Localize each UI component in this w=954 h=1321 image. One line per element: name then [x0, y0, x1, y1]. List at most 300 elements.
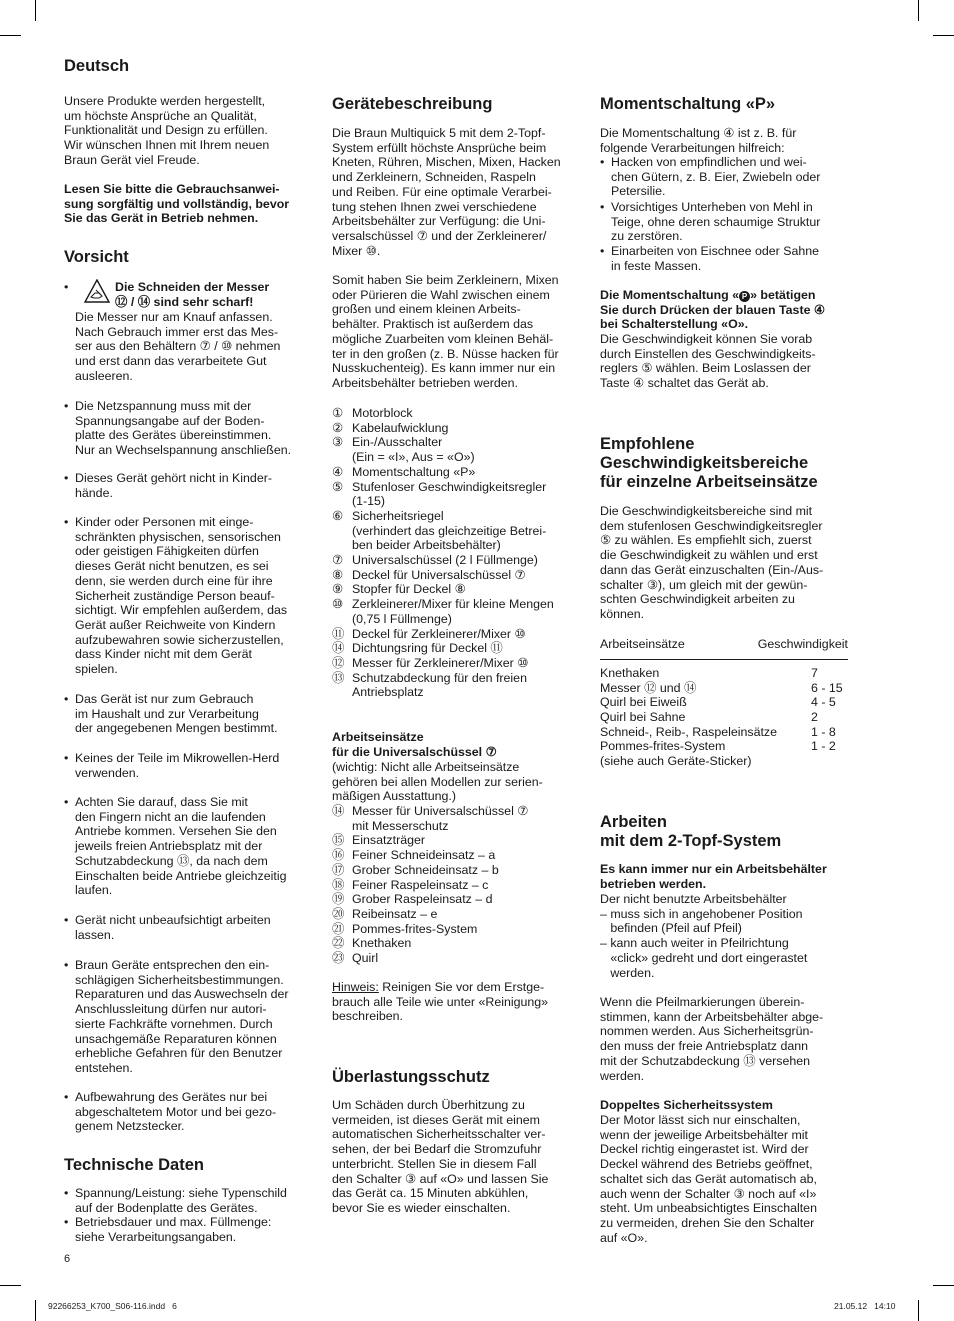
hint-line-3: beschreiben. [332, 1009, 403, 1024]
text-line: Dieses Gerät gehört nicht in Kinder- [75, 471, 272, 485]
item-label [352, 553, 538, 568]
text-line: (1-15) [352, 494, 386, 509]
text-line: werden. [600, 965, 655, 980]
item-number: ⑪ [332, 626, 345, 641]
pulse-intro [600, 126, 796, 155]
text-line: verwenden. [75, 765, 140, 780]
text-line: mäßigen Ausstattung.) [332, 789, 456, 804]
item-label [352, 936, 411, 951]
table-cell-accessory: (siehe auch Geräte-Sticker) [600, 754, 752, 769]
speed-table-body [600, 666, 848, 769]
item-number: ⑲ [332, 892, 345, 907]
item-label [352, 627, 526, 642]
text-line: – kann auch weiter in Pfeilrichtung [600, 936, 789, 951]
text-line: Knethaken [352, 936, 412, 951]
knife-warning-bold-1: Die Schneiden der Messer [115, 280, 270, 294]
crop-mark-top-right-v [918, 0, 919, 21]
crop-mark-top-right-h [933, 35, 954, 36]
text-line: Die Messer nur am Knauf anfassen. [75, 310, 273, 324]
caution-bullet-repairs: • Braun Geräte entsprechen den ein- schlägigen Sicherheitsbestimmungen. Reparaturen und das Auswechseln der Anschlussleitung dürfen nur autori- sierte Fachkräfte vornehmen. Durch unsachgemäße Reparaturen können erhebliche Gefahren für den Benutzer entstehen. [64, 958, 289, 1075]
text-line: mögliche Zuarbeiten vom kleinen Behäl- [332, 331, 554, 346]
item-label [352, 922, 477, 937]
text-line: Die Braun Multiquick 5 mit dem 2-Topf- [332, 126, 546, 140]
text-line: Deckel richtig eingerastet ist. Wird der [600, 1142, 809, 1157]
caution-bullet-voltage: • Die Netzspannung muss mit der Spannungsangabe auf der Boden- platte des Gerätes übereinstimmen. Nur an Wechselspannung anschließen. [64, 399, 292, 458]
twopot-bold [600, 862, 827, 891]
text-line: automatischen Sicherheitsschalter ver- [332, 1127, 546, 1142]
table-cell-speed: 2 [811, 710, 818, 725]
text-line: mit Messerschutz [352, 818, 449, 833]
text-line: System erfüllt höchste Ansprüche beim [332, 140, 547, 155]
item-label [352, 435, 475, 464]
text-line: Vorsichtiges Unterheben von Mehl in [611, 200, 813, 214]
text-line: Ein-/Ausschalter [352, 435, 443, 450]
text-line: Sicherheitsriegel [352, 508, 444, 523]
table-row [600, 725, 848, 740]
item-number: ④ [332, 464, 344, 479]
table-row [600, 739, 848, 754]
item-label [352, 568, 526, 583]
footer-file-info: 92266253_K700_S06-116.indd 6 [48, 1301, 177, 1311]
item-number: ⑫ [332, 655, 345, 670]
section-title-geraetebeschreibung: Gerätebeschreibung [332, 95, 493, 113]
pulse-bullet-chopping: • Hacken von empfindlichen und wei- chen Gütern, z. B. Eier, Zwiebeln oder Petersilie. [600, 155, 821, 199]
page-number: 6 [64, 1253, 71, 1265]
text-line: Momentschaltung «P» [352, 464, 476, 479]
text-line: Reparaturen und das Auswechseln der [75, 987, 289, 1002]
pulse-bold-instruction [600, 288, 825, 332]
speed-table-rule [600, 659, 848, 660]
text-line: Kabelaufwicklung [352, 420, 449, 435]
text-line: Dichtungsring für Deckel ⑪ [352, 641, 503, 656]
table-cell-speed: 7 [811, 666, 818, 680]
knife-warning-text [75, 310, 280, 384]
bullet-dot: • [64, 280, 69, 294]
text-line: oder Pürieren die Wahl zwischen einem [332, 287, 550, 302]
text-line: oder geistigen Fähigkeiten dürfen [75, 544, 259, 559]
table-cell-speed: 1 - 2 [811, 739, 836, 754]
text-line: das Gerät ca. 15 Minuten abkühlen, [332, 1186, 529, 1201]
item-label [352, 465, 475, 480]
text-line: Mixer ⑩. [332, 243, 381, 258]
text-line: chen Gütern, z. B. Eier, Zwiebeln oder [611, 169, 821, 184]
text-line: dieses Gerät nicht benutzen, es sei [75, 559, 269, 574]
text-line: Braun Gerät viel Freude. [64, 152, 200, 167]
hint-label: Hinweis: [332, 980, 379, 994]
table-cell-speed: 1 - 8 [811, 724, 836, 739]
text-line: Motorblock [352, 406, 413, 420]
item-label [352, 804, 528, 833]
text-line: (Ein = «I», Aus = «O») [352, 450, 475, 465]
caution-bullet-storage: • Aufbewahrung des Gerätes nur bei abgeschaltetem Motor und bei gezo- genem Netzstecker. [64, 1090, 277, 1134]
speed-paragraph [600, 504, 823, 622]
text-line: Schutzabdeckung für den freien [352, 670, 527, 685]
text-line: Es kann immer nur ein Arbeitsbehälter [600, 862, 827, 876]
text-line: Deckel während des Betriebs geöffnet, [600, 1157, 813, 1172]
text-line: Einschalten beide Antriebe gleichzeitig [75, 868, 287, 883]
text-line: befinden (Pfeil auf Pfeil) [600, 921, 742, 936]
text-line: schränkten physischen, sensorischen [75, 529, 281, 544]
item-number: ⑧ [332, 567, 344, 582]
text-line: «click» gedreht und dort eingerastet [600, 950, 808, 965]
section-title-deutsch: Deutsch [64, 57, 130, 75]
text-line: vermeiden, ist dieses Gerät mit einem [332, 1112, 540, 1127]
text-line: auf der Bodenplatte des Gerätes. [75, 1200, 258, 1215]
pulse-bold-line-3: bei Schalterstellung «O». [600, 317, 749, 332]
text-line: genem Netzstecker. [75, 1119, 185, 1134]
text-line: Reibeinsatz – e [352, 906, 438, 921]
text-line: siehe Verarbeitungsangaben. [75, 1229, 237, 1244]
text-line: Um Schäden durch Überhitzung zu [332, 1098, 525, 1112]
speed-table-col-accessory: Arbeitseinsätze [600, 637, 685, 651]
text-line: spielen. [75, 662, 118, 677]
text-line: bevor Sie es wieder einschalten. [332, 1200, 511, 1215]
text-line: Kinder oder Personen mit einge- [75, 515, 254, 529]
intro-paragraph [64, 94, 269, 168]
section-title-momentschaltung: Momentschaltung «P» [600, 95, 776, 113]
text-line: folgende Verarbeitungen hilfreich: [600, 140, 785, 155]
text-line: Quirl [352, 951, 379, 965]
caution-bullet-microwave: • Keines der Teile im Mikrowellen-Herd verwenden. [64, 751, 280, 780]
text-line: gehören bei allen Modellen zur serien- [332, 774, 543, 789]
text-line: Achten Sie darauf, dass Sie mit [75, 795, 248, 809]
text-line: sehen, der bei Bedarf die Stromzufuhr [332, 1142, 542, 1157]
text-line: denn, sie werden durch eine für ihre [75, 573, 273, 588]
text-line: abgeschaltetem Motor und bei gezo- [75, 1104, 277, 1119]
text-line: Einsatzträger [352, 833, 426, 848]
caution-bullet-unattended: • Gerät nicht unbeaufsichtigt arbeiten lassen. [64, 913, 271, 942]
text-line: Keines der Teile im Mikrowellen-Herd [75, 751, 280, 765]
text-line: Gerät nicht unbeaufsichtigt arbeiten [75, 913, 271, 927]
text-line: Petersilie. [611, 184, 666, 199]
text-line: Nusskuchenteig). Es kann immer nur ein [332, 361, 556, 376]
text-line: Die Netzspannung muss mit der [75, 399, 252, 413]
text-line: Schutzabdeckung ⑬, da nach dem [75, 853, 268, 868]
text-line: Empfohlene [600, 435, 695, 453]
item-number: ⑥ [332, 508, 344, 523]
table-cell-speed: 4 - 5 [811, 695, 836, 710]
item-label [352, 641, 503, 656]
table-cell-speed: 6 - 15 [811, 680, 843, 695]
text-line: Geschwindigkeitsbereiche [600, 454, 809, 472]
item-label [352, 582, 466, 597]
item-number: ⑦ [332, 553, 344, 567]
text-line: Nach Gebrauch immer erst das Mes- [75, 324, 279, 339]
item-label [352, 951, 378, 966]
text-line: jeweils freien Antriebsplatz mit der [75, 839, 263, 854]
text-line: Spannungsangabe auf der Boden- [75, 413, 265, 428]
text-line: – muss sich in angehobener Position [600, 906, 803, 921]
text-line: versalschüssel ⑦ und der Zerkleinerer/ [332, 228, 547, 243]
text-line: reglers ⑤ wählen. Beim Loslassen der [600, 361, 811, 376]
text-line: Funktionalität und Design zu erfüllen. [64, 123, 268, 138]
caution-bullet-drives: • Achten Sie darauf, dass Sie mit den Fingern nicht an die laufenden Antriebe kommen. Versehen Sie den jeweils freien Antriebsplatz mit der Schutzabdeckung ⑬, da nach dem Einschalten beide Antriebe gleichzeitig laufen. [64, 795, 287, 898]
item-number: ⑯ [332, 848, 345, 863]
text-line: hände. [75, 485, 113, 500]
item-number: ⑤ [332, 479, 344, 494]
text-line: Hacken von empfindlichen und wei- [611, 155, 807, 169]
text-line: (0,75 l Füllmenge) [352, 611, 452, 626]
text-line: stimmen, kann der Arbeitsbehälter abge- [600, 1009, 824, 1024]
caution-bullet-household: • Das Gerät ist nur zum Gebrauch im Haushalt und zur Verarbeitung der angegebenen Mengen bestimmt. [64, 692, 278, 736]
item-label [352, 671, 527, 700]
item-label [352, 656, 528, 671]
tech-bullet-voltage: • Spannung/Leistung: siehe Typenschild auf der Bodenplatte des Gerätes. [64, 1186, 287, 1215]
text-line: tung stehen Ihnen zwei verschiedene [332, 199, 537, 214]
text-line: Somit haben Sie beim Zerkleinern, Mixen [332, 273, 559, 287]
item-number: ③ [332, 435, 344, 450]
overload-paragraph [332, 1098, 548, 1216]
item-label [352, 597, 554, 626]
pulse-bold-line-2: Sie durch Drücken der blauen Taste ④ [600, 302, 826, 317]
twopot-lines [600, 892, 807, 980]
text-line: Nur an Wechselspannung anschließen. [75, 443, 292, 458]
item-number: ⑮ [332, 833, 345, 848]
safety-system-paragraph [600, 1113, 817, 1245]
text-line: lassen. [75, 927, 115, 942]
text-line: mit dem 2-Topf-System [600, 832, 782, 850]
text-line: Der Motor lässt sich nur einschalten, [600, 1113, 801, 1127]
text-line: Antriebe kommen. Versehen Sie den [75, 824, 277, 839]
item-label [352, 406, 413, 421]
text-line: dass Kinder nicht mit dem Gerät [75, 647, 252, 662]
text-line: der angegebenen Mengen bestimmt. [75, 721, 278, 736]
hand-cut-warning-icon [84, 279, 110, 303]
item-number: ② [332, 420, 344, 435]
table-row [600, 681, 848, 696]
text-line: Einarbeiten von Eischnee oder Sahne [611, 244, 820, 258]
text-line: in feste Massen. [611, 258, 702, 273]
caution-bullet-children: • Dieses Gerät gehört nicht in Kinder- hände. [64, 471, 272, 500]
text-line: im Haushalt und zur Verarbeitung [75, 706, 259, 721]
tech-bullet-duration: • Betriebsdauer und max. Füllmenge: siehe Verarbeitungsangaben. [64, 1215, 272, 1244]
item-number: ㉑ [332, 921, 345, 936]
text-line: für die Universalschüssel ⑦ [332, 744, 497, 759]
text-line: Arbeitsbehälter betrieben werden. [332, 375, 518, 390]
text-line: Die Geschwindigkeitsbereiche sind mit [600, 504, 813, 518]
text-line: ser aus den Behältern ⑦ / ⑩ nehmen [75, 339, 281, 354]
table-cell-accessory: Pommes-frites-System [600, 739, 726, 754]
item-label [352, 863, 499, 878]
text-line: unterbricht. Stellen Sie in diesem Fall [332, 1156, 537, 1171]
section-title-technische-daten: Technische Daten [64, 1156, 204, 1174]
item-label [352, 833, 425, 848]
table-cell-accessory: Knethaken [600, 666, 660, 680]
text-line: Stufenloser Geschwindigkeitsregler [352, 479, 547, 494]
crop-mark-bottom-left-v [35, 1300, 36, 1321]
text-line: ter in den großen (z. B. Nüsse hacken für [332, 346, 559, 361]
text-line: sichtigt. Wir empfehlen außerdem, das [75, 603, 288, 618]
text-line: Lesen Sie bitte die Gebrauchsanwei- [64, 182, 280, 196]
pulse-bold-line-1b: » betätigen [750, 288, 816, 302]
item-number: ⑱ [332, 877, 345, 892]
item-label [352, 480, 546, 509]
text-line: (wichtig: Nicht alle Arbeitseinsätze [332, 760, 520, 774]
table-cell-accessory: Quirl bei Eiweiß [600, 695, 687, 710]
text-line: Taste ④ schaltet das Gerät ab. [600, 376, 769, 391]
pulse-bullet-eggwhite: • Einarbeiten von Eischnee oder Sahne in feste Massen. [600, 244, 820, 273]
text-line: Deckel für Zerkleinerer/Mixer ⑩ [352, 626, 526, 641]
crop-mark-bottom-right-v [918, 1300, 919, 1321]
text-line: betrieben werden. [600, 876, 707, 891]
text-line: Das Gerät ist nur zum Gebrauch [75, 692, 254, 706]
text-line: entstehen. [75, 1060, 133, 1075]
pulse-bold-line-1a: Die Momentschaltung « [600, 288, 740, 302]
table-cell-accessory: Schneid-, Reib-, Raspeleinsätze [600, 724, 778, 739]
text-line: zu vermeiden, drehen Sie den Schalter [600, 1215, 815, 1230]
accessories-note [332, 760, 543, 804]
text-line: schaltet sich das Gerät automatisch ab, [600, 1171, 817, 1186]
text-line: Der nicht benutzte Arbeitsbehälter [600, 892, 787, 906]
text-line: Braun Geräte entsprechen den ein- [75, 958, 270, 972]
section-title-vorsicht: Vorsicht [64, 248, 129, 266]
text-line: Arbeitsbehälter zur Verfügung: die Uni- [332, 214, 546, 229]
item-number: ㉒ [332, 936, 345, 951]
table-row [600, 710, 848, 725]
caution-bullet-persons: • Kinder oder Personen mit einge- schränkten physischen, sensorischen oder geistigen Fähigkeiten dürfen dieses Gerät nicht benutzen, es sei denn, sie werden durch eine für ihre Sicherheit zuständige Person beauf- sichtigt. Wir empfehlen außerdem, das Gerät außer Reichweite von Kindern aufzubewahren sowie sicherzustellen, dass Kinder nicht mit dem Gerät spielen. [64, 515, 288, 677]
text-line: den Schalter ③ auf «O» und lassen Sie [332, 1171, 549, 1186]
text-line: (verhindert das gleichzeitige Betrei- [352, 523, 547, 538]
text-line: Gerät außer Reichweite von Kindern [75, 617, 276, 632]
text-line: Universalschüssel (2 l Füllmenge) [352, 553, 538, 567]
item-label [352, 421, 448, 436]
footer-date: 21.05.12 14:10 [834, 1301, 896, 1311]
item-number: ㉓ [332, 951, 345, 965]
text-line: für einzelne Arbeitseinsätze [600, 473, 818, 491]
table-row [600, 695, 848, 710]
twopot-paragraph-2 [600, 995, 823, 1083]
text-line: Wir wünschen Ihnen mit Ihrem neuen [64, 138, 270, 153]
table-row [600, 666, 848, 681]
text-line: Anschlussleitung dürfen nur autori- [75, 1002, 267, 1017]
text-line: durch Einstellen des Geschwindigkeits- [600, 346, 816, 361]
text-line: Teige, ohne deren schaumige Struktur [611, 214, 821, 229]
pulse-bullet-flour: • Vorsichtiges Unterheben von Mehl in Teige, ohne deren schaumige Struktur zu zerstören. [600, 200, 821, 244]
text-line: unsachgemäße Reparaturen können [75, 1031, 277, 1046]
crop-mark-bottom-left-h [0, 1285, 21, 1286]
crop-mark-top-left-h [0, 35, 21, 36]
section-title-2-topf-system [600, 813, 781, 851]
text-line: großen und einem kleinen Arbeits- [332, 302, 521, 317]
item-label [352, 907, 437, 922]
text-line: Antriebsplatz [352, 685, 424, 700]
text-line: schlägigen Sicherheitsbestimmungen. [75, 972, 284, 987]
item-label [352, 509, 546, 553]
text-line: schten Geschwindigkeit arbeiten zu [600, 592, 795, 607]
item-number: ⑨ [332, 582, 344, 597]
text-line: ⑤ zu wählen. Es empfiehlt sich, zuerst [600, 533, 812, 548]
text-line: und Zerkleinern, Schneiden, Raspeln [332, 170, 536, 185]
text-line: behälter. Praktisch ist außerdem das [332, 317, 534, 332]
text-line: Wenn die Pfeilmarkierungen überein- [600, 995, 805, 1009]
text-line: ben beider Arbeitsbehälter) [352, 538, 501, 553]
hint-line-1: Reinigen Sie vor dem Erstge- [378, 980, 545, 994]
text-line: zu zerstören. [611, 229, 683, 244]
hint-line-2: brauch alle Teile wie unter «Reinigung» [332, 994, 549, 1009]
text-line: Feiner Raspeleinsatz – c [352, 877, 489, 892]
text-line: Betriebsdauer und max. Füllmenge: [75, 1215, 272, 1229]
speed-table-col-speed: Geschwindigkeit [757, 637, 848, 651]
item-label [352, 878, 488, 893]
text-line: Messer für Zerkleinerer/Mixer ⑩ [352, 655, 529, 670]
text-line: nommen werden. Aus Sicherheitsgrün- [600, 1024, 814, 1039]
text-line: auch wenn der Schalter ③ noch auf «I» [600, 1186, 817, 1201]
text-line: Zerkleinerer/Mixer für kleine Mengen [352, 597, 554, 612]
item-number: ⑭ [332, 804, 345, 818]
text-line: platte des Gerätes übereinstimmen. [75, 428, 272, 443]
text-line: erhebliche Gefahren für den Benutzer [75, 1046, 283, 1061]
crop-mark-top-left-v [35, 0, 36, 21]
text-line: sierte Fachkräfte vornehmen. Durch [75, 1016, 273, 1031]
text-line: Grober Schneideinsatz – b [352, 862, 499, 877]
section-title-ueberlastungsschutz: Überlastungsschutz [332, 1068, 490, 1086]
accessories-title [332, 730, 497, 759]
hint-paragraph [332, 980, 548, 1024]
text-line: dem stufenlosen Geschwindigkeitsregler [600, 518, 823, 533]
item-label [352, 892, 493, 907]
text-line: Sicherheit zuständige Person beauf- [75, 588, 275, 603]
text-line: ausleeren. [75, 368, 133, 383]
crop-mark-bottom-right-h [933, 1285, 954, 1286]
text-line: laufen. [75, 883, 113, 898]
text-line: Pommes-frites-System [352, 921, 478, 936]
text-line: Deckel für Universalschüssel ⑦ [352, 567, 526, 582]
intro-bold-paragraph [64, 182, 289, 226]
text-line: den muss der freie Antriebsplatz dann [600, 1039, 809, 1054]
text-line: Aufbewahrung des Gerätes nur bei [75, 1090, 268, 1104]
text-line: wenn der jeweilige Arbeitsbehälter mit [600, 1127, 808, 1142]
text-line: auf «O». [600, 1230, 648, 1245]
item-number: ⑰ [332, 862, 345, 877]
safety-system-title: Doppeltes Sicherheitssystem [600, 1098, 773, 1112]
text-line: mit der Schutzabdeckung ⑬ versehen [600, 1053, 811, 1068]
text-line: Unsere Produkte werden hergestellt, [64, 94, 266, 108]
description-paragraph-1 [332, 126, 561, 258]
text-line: die Geschwindigkeit zu wählen und erst [600, 548, 818, 563]
text-line: Grober Raspeleinsatz – d [352, 892, 493, 907]
speed-table-header [600, 637, 848, 652]
text-line: den Fingern nicht an die laufenden [75, 809, 266, 824]
text-line: werden. [600, 1068, 645, 1083]
text-line: steht. Um unbeabsichtigtes Einschalten [600, 1201, 817, 1216]
text-line: Kneten, Rühren, Mischen, Mixen, Hacken [332, 155, 561, 170]
pulse-speed-text [600, 332, 816, 391]
text-line: Die Geschwindigkeit können Sie vorab [600, 332, 813, 346]
item-number: ⑩ [332, 597, 344, 612]
knife-warning-bold-2: ⑫ / ⑭ sind sehr scharf! [115, 295, 254, 309]
item-label [352, 848, 495, 863]
text-line: und Reiben. Für eine optimale Verarbei- [332, 184, 552, 199]
text-line: Die Momentschaltung ④ ist z. B. für [600, 126, 797, 140]
section-title-geschwindigkeitsbereiche [600, 435, 818, 492]
text-line: Arbeitseinsätze [332, 730, 424, 744]
table-cell-accessory: Quirl bei Sahne [600, 710, 686, 725]
item-number: ① [332, 406, 344, 420]
table-row [600, 754, 848, 769]
text-line: dann das Gerät einzuschalten (Ein-/Aus- [600, 562, 824, 577]
description-paragraph-2 [332, 273, 559, 391]
table-cell-accessory: Messer ⑫ und ⑭ [600, 680, 697, 695]
text-line: Feiner Schneideinsatz – a [352, 848, 496, 863]
text-line: und erst dann das verarbeitete Gut [75, 354, 267, 369]
item-number: ⑭ [332, 641, 345, 656]
text-line: Spannung/Leistung: siehe Typenschild [75, 1186, 287, 1200]
text-line: schalter ③), um gleich mit der gewün- [600, 577, 808, 592]
text-line: aufzubewahren sowie sicherzustellen, [75, 632, 284, 647]
item-number: ⑳ [332, 906, 345, 921]
text-line: Messer für Universalschüssel ⑦ [352, 804, 529, 818]
text-line: Sie das Gerät in Betrieb nehmen. [64, 211, 259, 226]
